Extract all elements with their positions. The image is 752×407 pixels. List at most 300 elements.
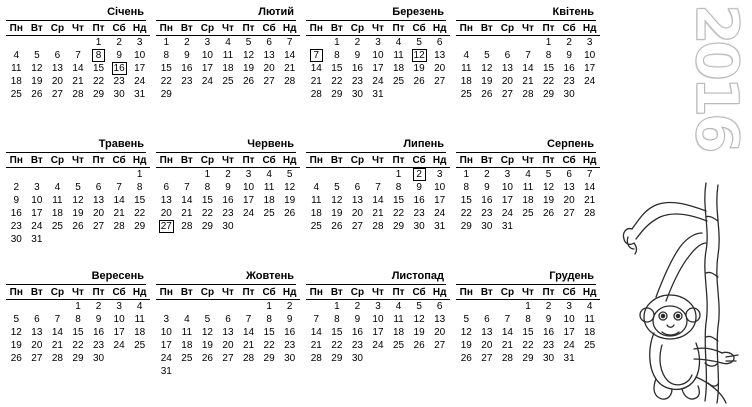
day-cell: 26 (31, 89, 43, 100)
month-block (4, 270, 148, 402)
day-cell: 1 (204, 169, 211, 180)
day-cell: 31 (31, 234, 43, 245)
day-cell: 11 (311, 195, 322, 206)
day-cell: 17 (242, 195, 255, 206)
day-cell: 11 (461, 63, 472, 74)
day-cell: 8 (545, 50, 552, 61)
day-cell: 1 (545, 37, 552, 48)
day-cell: 15 (201, 195, 213, 206)
weekday-header-row (456, 286, 600, 300)
weekday-header-cell: Вт (177, 22, 198, 36)
weekday-header-cell: Ср (197, 286, 218, 300)
day-cell: 29 (542, 89, 555, 100)
day-cell: 1 (136, 169, 143, 180)
day-cell: 16 (222, 195, 234, 206)
weekday-header-cell: Ср (347, 22, 368, 36)
day-cell: 18 (10, 76, 22, 87)
day-cell: 19 (10, 340, 22, 351)
day-cell-empty (238, 300, 259, 314)
day-cell: 28 (310, 353, 322, 364)
month-calendar-table (306, 22, 450, 101)
day-cell: 13 (222, 327, 234, 338)
day-cell: 23 (413, 208, 425, 219)
week-row (456, 220, 600, 233)
day-cell: 11 (584, 314, 595, 325)
day-cell-highlighted (109, 62, 130, 75)
day-cell: 8 (395, 182, 402, 193)
day-cell: 26 (481, 89, 493, 100)
day-cell: 24 (584, 76, 596, 87)
month-calendar-table (456, 286, 600, 365)
day-cell: 2 (184, 37, 190, 48)
day-cell: 2 (354, 301, 361, 312)
day-cell-empty (279, 88, 300, 101)
week-row (6, 49, 150, 62)
day-cell: 26 (242, 76, 255, 87)
day-cell: 5 (416, 37, 422, 48)
month-title: Липень (306, 138, 446, 153)
day-cell: 19 (331, 208, 343, 219)
day-cell: 4 (225, 37, 231, 48)
day-cell: 1 (463, 169, 470, 180)
week-row (6, 75, 150, 88)
month-block (4, 6, 148, 138)
day-cell: 6 (354, 182, 361, 193)
day-cell: 5 (286, 169, 293, 180)
weekday-header-row (306, 286, 450, 300)
day-cell: 28 (372, 221, 384, 232)
day-cell: 21 (284, 63, 296, 74)
weekday-header-cell: Чт (518, 22, 539, 36)
day-cell: 24 (31, 221, 43, 232)
day-number: 2 (413, 168, 426, 181)
day-cell: 8 (525, 314, 531, 325)
day-cell: 9 (484, 182, 490, 193)
week-row (6, 313, 150, 326)
weekday-header-cell: Пн (456, 286, 477, 300)
day-cell: 11 (522, 182, 534, 193)
month-calendar-table (6, 286, 150, 365)
week-row (156, 49, 300, 62)
day-cell-empty (579, 220, 600, 233)
week-row (156, 207, 300, 220)
day-cell: 25 (392, 340, 405, 351)
weekday-header-cell: Пн (306, 22, 327, 36)
day-cell-empty (347, 168, 368, 182)
weekday-header-cell: Ср (47, 286, 68, 300)
day-cell: 13 (563, 182, 575, 193)
day-cell: 20 (351, 208, 363, 219)
day-cell-empty (47, 300, 68, 314)
day-cell: 20 (263, 63, 275, 74)
day-cell: 5 (545, 169, 552, 180)
week-row (306, 339, 450, 352)
weekday-header-cell: Нд (279, 154, 300, 168)
day-cell: 21 (51, 340, 63, 351)
day-cell: 25 (263, 208, 275, 219)
day-cell: 10 (160, 327, 172, 338)
day-cell-empty (197, 88, 218, 101)
day-cell: 28 (501, 353, 513, 364)
day-cell: 28 (72, 89, 84, 100)
day-cell-empty (109, 233, 130, 246)
day-cell: 18 (522, 195, 534, 206)
day-cell-empty (477, 300, 498, 314)
day-cell: 6 (163, 182, 170, 193)
day-cell: 7 (75, 50, 81, 61)
day-cell: 9 (416, 182, 422, 193)
day-cell: 7 (586, 169, 593, 180)
day-cell: 28 (51, 353, 63, 364)
day-cell: 19 (542, 195, 555, 206)
day-cell: 10 (372, 314, 384, 325)
day-cell: 23 (542, 340, 555, 351)
day-cell-empty (388, 352, 409, 365)
day-cell: 25 (222, 76, 234, 87)
day-cell-empty (27, 300, 48, 314)
day-cell: 2 (13, 182, 20, 193)
week-row (306, 300, 450, 314)
weekday-header-row (156, 22, 300, 36)
day-cell: 24 (160, 353, 172, 364)
day-cell: 10 (501, 182, 513, 193)
day-cell-empty (538, 220, 559, 233)
week-row (306, 352, 450, 365)
day-cell: 9 (225, 182, 231, 193)
week-row (306, 220, 450, 233)
day-cell-empty (68, 233, 89, 246)
day-cell: 26 (460, 353, 472, 364)
day-cell: 27 (222, 353, 234, 364)
day-cell: 4 (266, 169, 272, 180)
weekday-header-cell: Нд (579, 286, 600, 300)
day-cell: 4 (525, 169, 531, 180)
day-cell: 3 (245, 169, 252, 180)
day-cell: 25 (460, 89, 472, 100)
day-cell: 3 (375, 37, 381, 48)
day-cell: 14 (310, 63, 322, 74)
day-cell-empty (177, 168, 198, 182)
day-cell: 18 (392, 63, 405, 74)
day-cell: 22 (72, 340, 84, 351)
week-row (6, 36, 150, 50)
day-cell: 31 (160, 366, 172, 377)
month-block (304, 6, 448, 138)
day-cell: 3 (136, 37, 143, 48)
day-cell-empty (429, 352, 450, 365)
day-cell: 15 (72, 327, 84, 338)
day-cell-empty (518, 220, 539, 233)
week-row (156, 365, 300, 378)
day-number: 16 (113, 63, 125, 74)
day-cell: 12 (242, 50, 255, 61)
week-row (456, 36, 600, 50)
day-cell: 14 (310, 327, 322, 338)
weekday-header-cell: Сб (409, 22, 430, 36)
day-cell: 4 (13, 50, 20, 61)
day-cell-empty (409, 352, 430, 365)
day-cell: 29 (134, 221, 146, 232)
day-cell: 1 (266, 301, 272, 312)
weekday-header-cell: Нд (129, 286, 150, 300)
day-cell-empty (259, 220, 280, 233)
day-cell: 17 (113, 327, 125, 338)
week-row (456, 181, 600, 194)
weekday-header-cell: Пн (6, 154, 27, 168)
day-cell-empty (6, 36, 27, 50)
day-cell-highlighted (409, 49, 430, 62)
day-cell-empty (477, 36, 498, 50)
weekday-header-cell: Пт (538, 154, 559, 168)
day-cell: 18 (460, 76, 472, 87)
day-cell: 26 (413, 340, 425, 351)
day-cell: 5 (334, 182, 340, 193)
day-cell: 16 (10, 208, 22, 219)
day-cell: 2 (566, 37, 572, 48)
day-cell: 10 (434, 182, 446, 193)
day-cell: 29 (201, 221, 213, 232)
day-cell-empty (306, 300, 327, 314)
day-cell: 10 (584, 50, 596, 61)
day-cell: 11 (52, 195, 63, 206)
weekday-header-cell: Вт (177, 154, 198, 168)
day-cell: 18 (392, 327, 405, 338)
weekday-header-cell: Сб (109, 286, 130, 300)
weekday-header-cell: Вт (177, 286, 198, 300)
day-cell-empty (197, 300, 218, 314)
day-cell: 17 (372, 63, 384, 74)
day-cell: 28 (310, 89, 322, 100)
day-cell: 23 (113, 76, 125, 87)
day-cell: 1 (334, 37, 340, 48)
week-row (456, 339, 600, 352)
weekday-header-cell: Ср (497, 154, 518, 168)
day-cell: 17 (201, 63, 213, 74)
day-cell: 6 (484, 314, 490, 325)
day-cell: 20 (434, 327, 446, 338)
month-title: Квітень (456, 6, 596, 21)
day-cell: 3 (504, 169, 511, 180)
day-cell: 28 (242, 353, 255, 364)
day-cell: 3 (204, 37, 211, 48)
day-cell: 14 (522, 63, 534, 74)
week-row (456, 168, 600, 182)
month-title: Червень (156, 138, 296, 153)
day-cell: 24 (434, 208, 446, 219)
day-cell: 6 (436, 301, 443, 312)
day-cell: 26 (331, 221, 343, 232)
week-row (306, 168, 450, 182)
weekday-header-cell: Чт (68, 286, 89, 300)
day-cell: 29 (522, 353, 534, 364)
day-cell: 10 (31, 195, 43, 206)
month-title: Січень (6, 6, 146, 21)
day-cell-empty (197, 365, 218, 378)
day-cell: 29 (331, 353, 343, 364)
day-cell: 15 (542, 63, 555, 74)
day-cell: 30 (542, 353, 555, 364)
weekday-header-cell: Ср (347, 154, 368, 168)
month-block (454, 270, 598, 402)
day-cell: 3 (436, 169, 443, 180)
day-cell: 9 (566, 50, 572, 61)
day-cell-empty (279, 220, 300, 233)
day-cell: 9 (354, 50, 361, 61)
week-row (456, 49, 600, 62)
day-cell-empty (6, 300, 27, 314)
day-cell: 14 (372, 195, 384, 206)
weekday-header-cell: Пн (456, 22, 477, 36)
week-row (6, 339, 150, 352)
week-row (306, 207, 450, 220)
day-cell: 20 (92, 208, 105, 219)
weekday-header-cell: Чт (68, 154, 89, 168)
day-cell: 20 (51, 76, 63, 87)
day-cell: 22 (542, 76, 555, 87)
day-cell: 20 (31, 340, 43, 351)
day-cell: 14 (501, 327, 513, 338)
weekday-header-cell: Нд (429, 154, 450, 168)
day-cell: 28 (113, 221, 125, 232)
day-cell: 30 (563, 89, 575, 100)
weekday-header-row (6, 22, 150, 36)
day-cell: 6 (436, 37, 443, 48)
weekday-header-cell: Нд (429, 22, 450, 36)
weekday-header-cell: Чт (518, 154, 539, 168)
weekday-header-cell: Ср (197, 154, 218, 168)
day-cell: 19 (72, 208, 84, 219)
day-cell: 27 (434, 76, 446, 87)
day-cell: 24 (201, 76, 213, 87)
day-cell: 20 (481, 340, 493, 351)
day-cell: 4 (586, 301, 593, 312)
day-cell: 6 (225, 314, 231, 325)
day-cell: 2 (545, 301, 552, 312)
day-cell: 28 (584, 208, 596, 219)
day-cell: 22 (263, 340, 275, 351)
day-cell: 16 (351, 327, 363, 338)
day-cell: 25 (134, 340, 146, 351)
weekday-header-cell: Пн (306, 286, 327, 300)
weekday-header-cell: Нд (279, 286, 300, 300)
day-cell-empty (327, 168, 348, 182)
day-cell: 12 (10, 327, 22, 338)
day-cell: 10 (113, 314, 125, 325)
day-cell: 21 (72, 76, 84, 87)
day-cell-empty (579, 88, 600, 101)
day-cell: 8 (266, 314, 272, 325)
day-cell-highlighted (156, 220, 177, 233)
weekday-header-row (306, 154, 450, 168)
day-cell: 23 (481, 208, 493, 219)
day-cell: 8 (163, 50, 170, 61)
day-cell: 21 (181, 208, 193, 219)
day-cell-empty (129, 233, 150, 246)
day-cell: 28 (522, 89, 534, 100)
weekday-header-cell: Пн (6, 22, 27, 36)
weekday-header-cell: Чт (368, 154, 389, 168)
weekday-header-cell: Пт (88, 22, 109, 36)
day-cell: 31 (563, 353, 575, 364)
day-cell: 22 (92, 76, 105, 87)
weekday-header-cell: Сб (259, 22, 280, 36)
weekday-header-cell: Сб (109, 22, 130, 36)
day-cell: 9 (116, 50, 122, 61)
day-cell: 12 (413, 314, 425, 325)
month-title: Лютий (156, 6, 296, 21)
day-cell: 22 (331, 76, 343, 87)
month-calendar-table (6, 22, 150, 101)
day-cell: 26 (542, 208, 555, 219)
day-cell: 7 (184, 182, 190, 193)
day-cell: 29 (392, 221, 405, 232)
day-cell: 21 (310, 76, 322, 87)
day-cell: 13 (160, 195, 172, 206)
weekday-header-cell: Вт (27, 22, 48, 36)
day-cell: 18 (222, 63, 234, 74)
day-cell: 15 (160, 63, 172, 74)
day-cell: 1 (163, 37, 170, 48)
day-cell: 4 (313, 182, 320, 193)
week-row (6, 233, 150, 246)
day-cell: 30 (92, 353, 105, 364)
day-cell-empty (88, 233, 109, 246)
day-number: 8 (92, 49, 105, 62)
weekday-header-cell: Нд (279, 22, 300, 36)
weekday-header-cell: Чт (368, 286, 389, 300)
day-cell-empty (368, 168, 389, 182)
day-cell-empty (218, 300, 239, 314)
day-cell: 10 (134, 50, 146, 61)
day-cell: 20 (222, 340, 234, 351)
day-cell: 4 (136, 301, 143, 312)
day-number: 27 (160, 221, 172, 232)
day-cell: 2 (354, 37, 361, 48)
week-row (456, 352, 600, 365)
day-cell: 1 (395, 169, 402, 180)
weekday-header-cell: Сб (259, 286, 280, 300)
day-cell: 31 (372, 89, 384, 100)
day-cell-empty (47, 168, 68, 182)
day-cell: 22 (134, 208, 146, 219)
day-cell: 19 (284, 195, 296, 206)
weekday-header-cell: Пн (156, 22, 177, 36)
day-cell-empty (177, 300, 198, 314)
weekday-header-cell: Сб (559, 154, 580, 168)
day-cell: 6 (34, 314, 40, 325)
weekday-header-cell: Чт (218, 154, 239, 168)
weekday-header-cell: Нд (579, 22, 600, 36)
week-row (306, 313, 450, 326)
day-cell: 25 (10, 89, 22, 100)
day-cell: 26 (413, 76, 425, 87)
weekday-header-cell: Нд (129, 22, 150, 36)
day-cell: 10 (201, 50, 213, 61)
day-cell: 24 (563, 340, 575, 351)
day-cell: 3 (586, 37, 593, 48)
day-cell: 20 (563, 195, 575, 206)
day-cell: 31 (501, 221, 513, 232)
day-cell: 20 (434, 63, 446, 74)
month-title: Листопад (306, 270, 446, 285)
week-row (456, 313, 600, 326)
weekday-header-cell: Ср (497, 22, 518, 36)
day-cell: 16 (92, 327, 105, 338)
day-cell: 5 (75, 182, 81, 193)
weekday-header-cell: Пн (156, 286, 177, 300)
day-cell: 27 (351, 221, 363, 232)
week-row (306, 194, 450, 207)
